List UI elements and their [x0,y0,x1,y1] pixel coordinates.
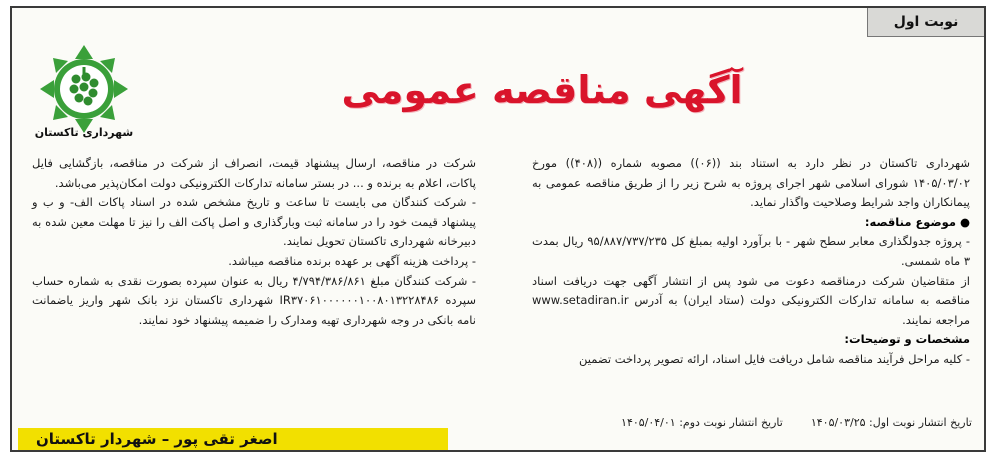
signature-text: اصغر تقی پور – شهردار تاکستان [36,430,278,448]
specs-text: - کلیه مراحل فرآیند مناقصه شامل دریافت فایل اسناد، ارائه تصویر پرداخت تضمین [579,351,970,366]
subject-text: - پروژه جدولگذاری معابر سطح شهر - با برآورد اولیه بمبلغ کل ۹۵/۸۸۷/۷۳۷/۲۳۵ ریال بمدت ۳ ماه شمسی. [532,234,971,268]
notice-frame [10,6,986,452]
signature-bar [18,428,448,450]
bullet-deposit: - شرکت کنندگان مبلغ ۴/۷۹۴/۳۸۶/۸۶۱ ریال به عنوان سپرده بصورت نقدی به شماره حساب سپرده IR۳۷۰۶۱۰۰۰۰۰۰۱۰۰۸۰۱۳۲۲۸۴۸۶ شهرداری تاکستان نزد بانک شهر واریز یاضمانت نامه بانکی در وجه شهرداری تهیه ومدارک را ضمیمه پیشنهاد خود نمایند. [32,273,476,327]
continuation-paragraph: شرکت در مناقصه، ارسال پیشنهاد قیمت، انصراف از شرکت در مناقصه، بازگشایی فایل پاکات، اعلام به برنده و ... در بستر سامانه تدارکات الکترونیکی دولت امکان‌پذیر می‌باشد. [32,156,476,190]
logo-caption: شهرداری تاکستان [34,126,134,139]
left-column [32,154,476,330]
bullet-ad-cost: - پرداخت هزینه آگهی بر عهده برنده مناقصه میباشد. [228,253,476,268]
subject-heading: ● موضوع مناقصه: [864,214,970,229]
right-column [532,154,970,370]
round-label: نوبت اول [867,8,984,37]
intro-paragraph: شهرداری تاکستان در نظر دارد به استناد بند ((۰۶)) مصوبه شماره ((۴۰۸)) مورخ ۱۴۰۵/۰۳/۰۲ شورای اسلامی شهر اجرای پروژه به شرح زیر را از طریق مناقصه عمومی به پیمانکاران واجد شرایط وصلاحیت واگذار نماید. [532,156,970,210]
specs-heading: مشخصات و توضیحات: [844,332,970,347]
second-publish-date: تاریخ انتشار نوبت دوم: ۱۴۰۵/۰۴/۰۱ [621,416,783,429]
invite-text: از متقاضیان شرکت درمناقصه دعوت می شود پس از انتشار آگهی جهت دریافت اسناد مناقصه به سامانه تدارکات الکترونیکی دولت (ستاد ایران) به آدرس www.setadiran.ir مراجعه نمایند. [532,273,970,327]
publish-dates [502,416,972,429]
bullet-submission: - شرکت کنندگان می بایست تا ساعت و تاریخ مشخص شده در اسناد پاکات الف- و ب و پیشنهاد قیمت خود را در سامانه ثبت وبارگذاری و اصل پاکت الف را نیز تا مهلت معین شده به دبیرخانه شهرداری تاکستان تحویل نمایند. [32,195,476,249]
notice-title: آگهی مناقصه عمومی [341,68,743,112]
first-publish-date: تاریخ انتشار نوبت اول: ۱۴۰۵/۰۳/۲۵ [810,416,972,429]
